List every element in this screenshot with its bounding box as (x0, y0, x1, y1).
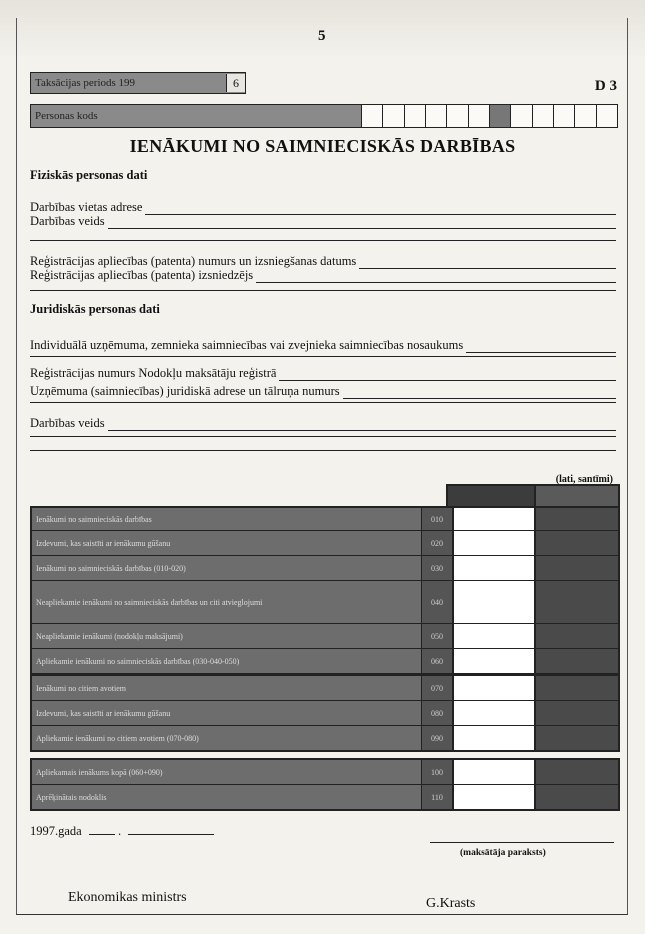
date-field[interactable]: 1997.gada . (30, 824, 214, 839)
shaded-cell (534, 701, 618, 725)
activity-address-label: Darbības vietas adrese (30, 200, 143, 214)
row-description: Apliekamais ienākums kopā (060+090) (36, 767, 163, 777)
row-code: 040 (421, 581, 452, 623)
code-cell[interactable] (468, 105, 489, 127)
legal-activity-type-label: Darbības veids (30, 416, 105, 430)
code-cell[interactable] (553, 105, 574, 127)
code-cell[interactable] (382, 105, 403, 127)
amount-cell[interactable] (452, 785, 534, 809)
shaded-cell (534, 676, 618, 700)
blank-line (30, 436, 616, 437)
row-description: Ienākumi no saimnieciskās darbības (010-020) (36, 563, 186, 573)
blank-line (30, 356, 616, 357)
shaded-cell (534, 785, 618, 809)
blank-line (30, 290, 616, 291)
table-row (32, 624, 618, 649)
row-description: Izdevumi, kas saistīti ar ienākumu gūšanu (36, 708, 171, 718)
code-cell[interactable] (425, 105, 446, 127)
activity-type-label: Darbības veids (30, 214, 105, 228)
amount-cell[interactable] (452, 581, 534, 623)
personal-code-cells (361, 105, 617, 127)
table-row (32, 649, 618, 673)
registration-issuer-label: Reģistrācijas apliecības (patenta) izsniedzējs (30, 268, 254, 282)
amount-cell[interactable] (452, 726, 534, 750)
table-row (32, 676, 618, 701)
form-title: IENĀKUMI NO SAIMNIECISKĀS DARBĪBAS (129, 136, 516, 156)
code-cell[interactable] (361, 105, 382, 127)
row-code: 100 (421, 760, 452, 784)
row-description: Neapliekamie ienākumi no saimnieciskās darbības un citi atvieglojumi (36, 597, 263, 607)
day-blank[interactable] (89, 834, 115, 835)
shaded-cell (534, 531, 618, 555)
amount-cell[interactable] (452, 556, 534, 580)
code-cell[interactable] (532, 105, 553, 127)
amount-cell[interactable] (452, 624, 534, 648)
code-cell[interactable] (404, 105, 425, 127)
row-description: Ienākumi no saimnieciskās darbības (36, 514, 152, 524)
code-cell[interactable] (574, 105, 595, 127)
amount-cell[interactable] (452, 531, 534, 555)
activity-type-field[interactable] (30, 214, 616, 229)
amount-cell[interactable] (452, 760, 534, 784)
registration-number-label: Reģistrācijas apliecības (patenta) numurs un izsniegšanas datums (30, 254, 357, 268)
table-row (32, 701, 618, 726)
shaded-cell (534, 649, 618, 673)
shaded-cell (534, 581, 618, 623)
column-header-secondary (534, 486, 618, 508)
row-code: 080 (421, 701, 452, 725)
income-table-section-2 (30, 674, 620, 752)
month-blank[interactable] (128, 834, 214, 835)
row-code: 060 (421, 649, 452, 673)
legal-activity-type-field[interactable] (30, 416, 616, 431)
signature-line[interactable] (430, 842, 614, 843)
legal-person-heading: Juridiskās personas dati (30, 302, 160, 316)
legal-address-label: Uzņēmuma (saimniecības) juridiskā adrese un tālruņa numurs (30, 384, 340, 398)
code-cell[interactable] (510, 105, 531, 127)
amount-cell[interactable] (452, 508, 534, 530)
row-description: Apliekamie ienākumi no saimnieciskās darbības (030-040-050) (36, 656, 240, 666)
code-cell[interactable] (446, 105, 467, 127)
amount-cell[interactable] (452, 701, 534, 725)
personal-code-label: Personas kods (31, 105, 361, 127)
row-description: Izdevumi, kas saistīti ar ienākumu gūšanu (36, 538, 171, 548)
units-label: (lati, santīmi) (555, 474, 613, 485)
income-table-section-1 (30, 506, 620, 675)
enterprise-name-label: Individuālā uzņēmuma, zemnieka saimniecības vai zvejnieka saimniecības nosaukums (30, 338, 464, 352)
year-label: 1997.gada (30, 824, 82, 838)
minister-title: Ekonomikas ministrs (68, 890, 187, 905)
table-row (32, 726, 618, 750)
taxation-period-label: Taksācijas periods 199 (35, 77, 136, 89)
blank-line (30, 450, 616, 451)
row-code: 030 (421, 556, 452, 580)
code-separator (489, 105, 510, 127)
column-header-amount (448, 486, 534, 508)
row-description: Neapliekamie ienākumi (nodokļu maksājumi) (36, 631, 183, 641)
enterprise-name-field[interactable] (30, 338, 616, 353)
row-code: 110 (421, 785, 452, 809)
registration-number-field[interactable] (30, 254, 616, 269)
row-code: 050 (421, 624, 452, 648)
legal-address-field[interactable] (30, 384, 616, 399)
amount-cell[interactable] (452, 676, 534, 700)
table-row (32, 785, 618, 809)
activity-address-field[interactable] (30, 200, 616, 215)
row-code: 020 (421, 531, 452, 555)
row-description: Ienākumi no citiem avotiem (36, 683, 126, 693)
tax-register-number-label: Reģistrācijas numurs Nodokļu maksātāju reģistrā (30, 366, 277, 380)
shaded-cell (534, 624, 618, 648)
document-code: D 3 (594, 78, 617, 94)
registration-issuer-field[interactable] (30, 268, 616, 283)
table-column-header (446, 484, 620, 508)
signature-caption: (maksātāja paraksts) (460, 848, 546, 858)
shaded-cell (534, 760, 618, 784)
taxation-period-value: 6 (226, 74, 245, 92)
amount-cell[interactable] (452, 649, 534, 673)
blank-line (30, 240, 616, 241)
table-row (32, 531, 618, 556)
minister-name: G.Krasts (426, 896, 476, 911)
table-row (32, 508, 618, 531)
row-code: 010 (421, 508, 452, 530)
taxation-period-field (30, 72, 246, 94)
personal-code-field (30, 104, 618, 128)
income-table-section-3 (30, 758, 620, 811)
table-row (32, 760, 618, 785)
row-code: 070 (421, 676, 452, 700)
row-description: Apliekamie ienākumi no citiem avotiem (070-080) (36, 733, 199, 743)
physical-person-heading: Fiziskās personas dati (30, 168, 148, 182)
shaded-cell (534, 726, 618, 750)
tax-register-number-field[interactable] (30, 366, 616, 381)
page-number: 5 (318, 28, 326, 44)
row-code: 090 (421, 726, 452, 750)
code-cell[interactable] (596, 105, 617, 127)
table-row (32, 581, 618, 624)
row-description: Aprēķinātais nodoklis (36, 792, 107, 802)
shaded-cell (534, 508, 618, 530)
shaded-cell (534, 556, 618, 580)
table-row (32, 556, 618, 581)
blank-line (30, 402, 616, 403)
